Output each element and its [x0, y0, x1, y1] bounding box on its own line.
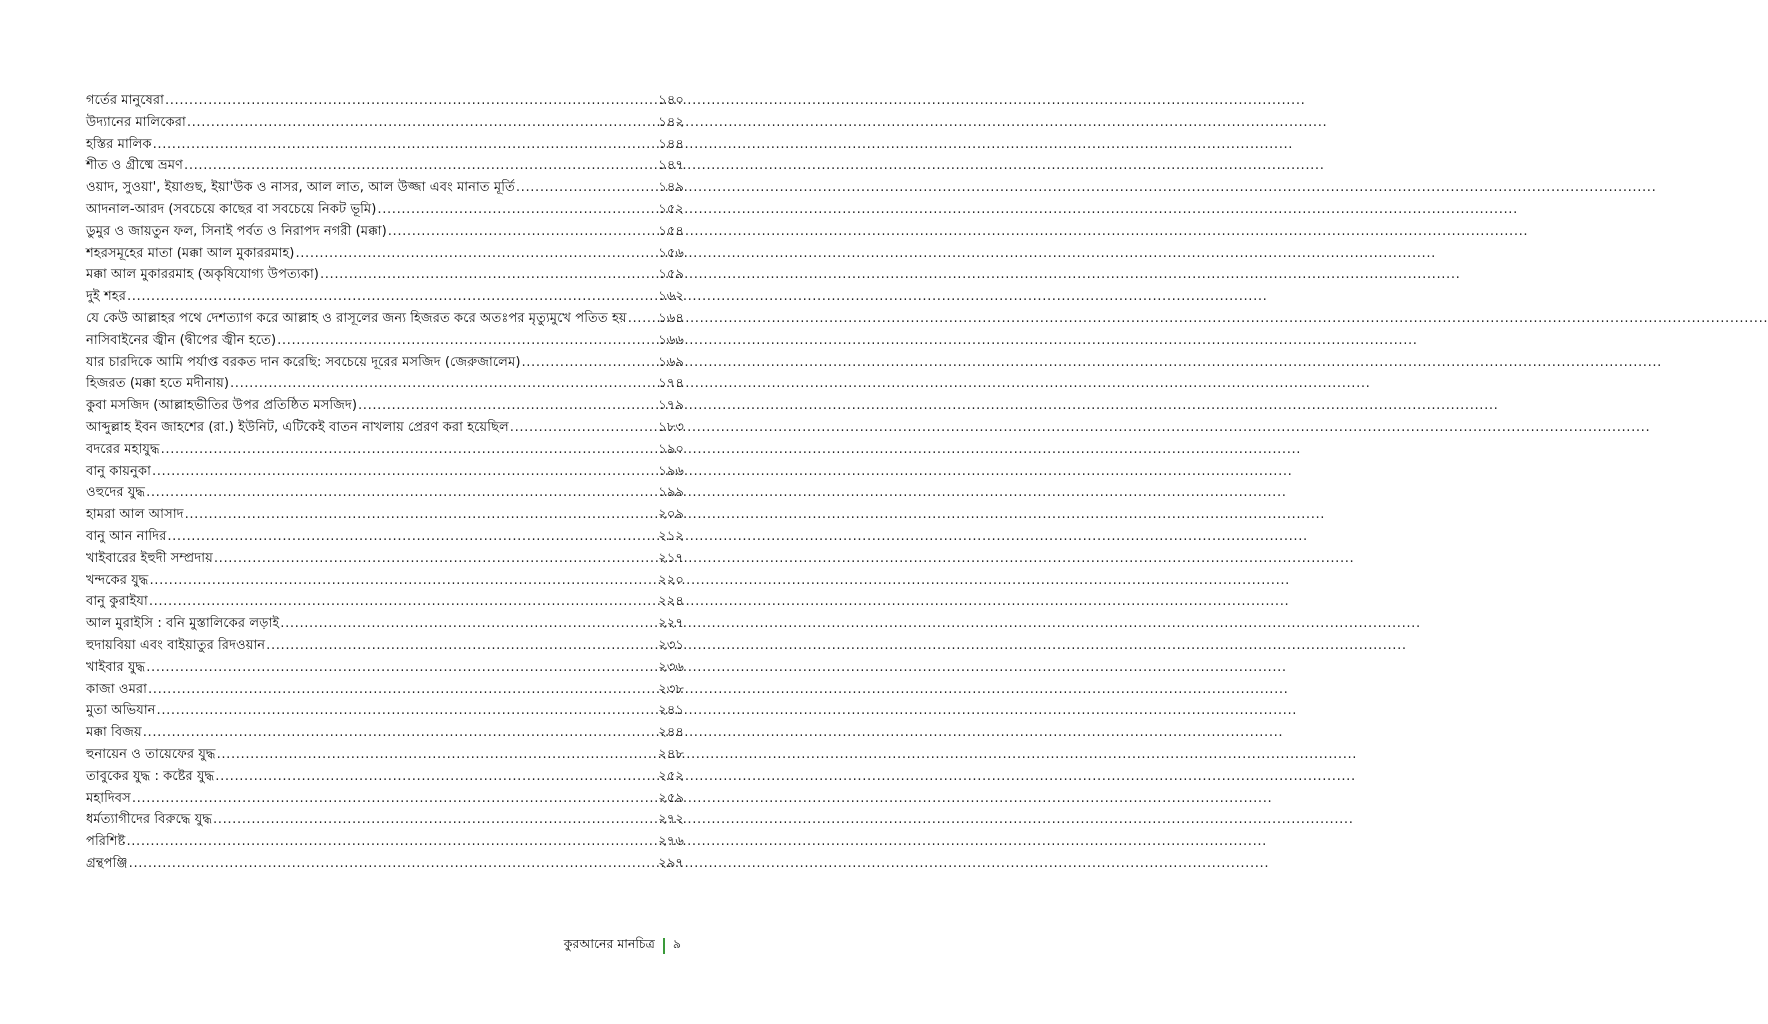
toc-entry[interactable]	[86, 679, 684, 701]
toc-entry[interactable]	[86, 308, 684, 330]
toc-entry-page: ১৬৪	[658, 310, 684, 326]
toc-entry-title: ওহুদের যুদ্ধ	[86, 485, 146, 501]
toc-entry[interactable]	[86, 809, 684, 831]
toc-entry[interactable]	[86, 461, 684, 483]
toc-entry-page: ১৬৬	[658, 332, 684, 348]
toc-entry-title: হিজরত (মক্কা হতে মদীনায়)	[86, 376, 229, 392]
toc-entry-page: ১৬৯	[658, 354, 684, 370]
toc-dot-leader	[213, 809, 657, 831]
toc-dot-leader	[126, 831, 657, 853]
toc-dot-leader	[217, 744, 658, 766]
toc-entry[interactable]	[86, 744, 684, 766]
toc-entry-title: বদরের মহাযুদ্ধ	[86, 441, 160, 457]
toc-entry[interactable]	[86, 330, 684, 352]
toc-entry-title: আদনাল-আরদ (সবচেয়ে কাছের বা সবচেয়ে নিকট ভূমি)	[86, 201, 377, 217]
toc-entry-title: যার চারদিকে আমি পর্যাপ্ত বরকত দান করেছি: সবচেয়ে দূরের মসজিদ (জেরুজালেম)	[86, 354, 521, 370]
toc-entry-title: গর্তের মানুষেরা	[86, 93, 164, 108]
toc-dot-leader	[230, 373, 657, 395]
toc-dot-leader	[146, 482, 657, 504]
toc-entry[interactable]	[86, 352, 684, 374]
toc-entry-title: মক্কা আল মুকাররমাহ (অকৃষিযোগ্য উপত্যকা)	[86, 267, 319, 283]
toc-entry[interactable]	[86, 526, 684, 548]
toc-entry-title: খাইবারের ইহুদী সম্প্রদায়	[86, 550, 213, 566]
toc-entry-title: নাসিবাইনের জ্বীন (দ্বীপের জ্বীন হতে)	[86, 332, 277, 348]
toc-entry[interactable]	[86, 722, 684, 744]
toc-dot-leader	[149, 570, 657, 592]
toc-entry-page: ২৩১	[658, 637, 684, 653]
toc-entry-page: ১৪০	[658, 93, 684, 108]
toc-entry[interactable]	[86, 395, 684, 417]
toc-entry-page: ১৬২	[658, 289, 684, 305]
toc-entry-title: ওয়াদ, সুওয়া', ইয়াগুছ, ইয়া'উক ও নাসর, আল লাত, আল উজ্জা এবং মানাত মূর্তি	[86, 180, 515, 196]
toc-entry-page: ২৪৪	[658, 725, 684, 741]
toc-entry[interactable]	[86, 548, 684, 570]
toc-entry-title: কাজা ওমরা	[86, 681, 147, 697]
toc-dot-leader	[187, 112, 657, 134]
toc-dot-leader	[388, 221, 658, 243]
toc-entry-page: ২১৭	[658, 550, 684, 566]
toc-entry-title: খাইবার যুদ্ধ	[86, 659, 146, 675]
toc-entry-title: খন্দকের যুদ্ধ	[86, 572, 149, 588]
toc-entry-page: ২৩৬	[658, 659, 684, 675]
toc-entry-page: ২১২	[658, 528, 684, 544]
toc-entry-page: ১৯০	[658, 441, 684, 457]
toc-entry[interactable]	[86, 90, 684, 112]
toc-entry-page: ১৪২	[658, 114, 684, 130]
toc-entry[interactable]	[86, 657, 684, 679]
toc-entry-page: ১৫৬	[658, 245, 684, 261]
toc-entry-title: হুদায়বিয়া এবং বাইয়াতুর রিদওয়ান	[86, 637, 266, 653]
toc-entry[interactable]	[86, 199, 684, 221]
toc-entry[interactable]	[86, 134, 684, 156]
toc-dot-leader	[214, 548, 657, 570]
toc-entry-title: উদ্যানের মালিকেরা	[86, 114, 186, 130]
toc-entry-page: ২৩৮	[658, 681, 684, 697]
toc-entry-title: তাবুকের যুদ্ধ : কষ্টের যুদ্ধ	[86, 768, 215, 784]
toc-dot-leader	[161, 439, 658, 461]
toc-entry[interactable]	[86, 243, 684, 265]
toc-dot-leader	[148, 679, 657, 701]
toc-dot-leader	[127, 286, 657, 308]
toc-entry[interactable]	[86, 591, 684, 613]
toc-entry[interactable]	[86, 264, 684, 286]
toc-entry-page: ২৫৯	[658, 790, 684, 806]
toc-entry-title: আল মুরাইসি : বনি মুস্তালিকের লড়াই	[86, 616, 280, 632]
toc-dot-leader	[516, 177, 657, 199]
toc-dot-leader	[266, 635, 657, 657]
toc-dot-leader	[521, 352, 657, 374]
toc-entry-page: ১৪৭	[658, 158, 684, 174]
toc-entry-title: ডুমুর ও জায়তুন ফল, সিনাই পর্বত ও নিরাপদ নগরী (মক্কা)	[86, 223, 387, 239]
toc-entry-page: ১৯৯	[658, 485, 684, 501]
toc-entry[interactable]	[86, 635, 684, 657]
toc-entry-title: মহাদিবস	[86, 790, 131, 806]
toc-entry-page: ১৫৪	[658, 223, 684, 239]
footer-separator	[663, 938, 665, 954]
toc-entry[interactable]	[86, 613, 684, 635]
toc-entry[interactable]	[86, 177, 684, 199]
toc-dot-leader	[167, 526, 657, 548]
toc-dot-leader	[510, 417, 658, 439]
toc-entry-page: ১৪৯	[658, 180, 684, 196]
footer-page-number: ৯	[672, 936, 681, 951]
toc-entry[interactable]	[86, 700, 684, 722]
toc-dot-leader	[320, 264, 657, 286]
toc-entry-title: হামরা আল আসাদ	[86, 507, 184, 523]
toc-dot-leader	[185, 504, 658, 526]
toc-dot-leader	[277, 330, 657, 352]
toc-entry-page: ২৭২	[658, 812, 684, 828]
footer-book-title: কুরআনের মানচিত্র	[563, 936, 655, 951]
toc-entry-page: ১৯৬	[658, 463, 684, 479]
toc-entry[interactable]	[86, 853, 684, 875]
toc-entry-title: বানু আন নাদির	[86, 528, 167, 544]
toc-entry-title: কুবা মসজিদ (আল্লাহভীতির উপর প্রতিষ্ঠিত মসজিদ)	[86, 398, 357, 414]
toc-dot-leader	[157, 700, 658, 722]
toc-dot-leader	[377, 199, 657, 221]
page-footer	[564, 936, 681, 956]
toc-dot-leader	[184, 155, 657, 177]
toc-entry[interactable]	[86, 504, 684, 526]
toc-entry-page: ১৪৪	[658, 136, 684, 152]
table-of-contents	[86, 90, 684, 875]
toc-dot-leader	[165, 90, 657, 112]
toc-entry-page: ১৮৩	[658, 419, 684, 435]
toc-entry[interactable]	[86, 221, 684, 243]
toc-entry-title: বানু কুরাইযা	[86, 594, 148, 610]
toc-dot-leader	[149, 591, 657, 613]
toc-entry-title: হুনায়েন ও তায়েফের যুদ্ধ	[86, 746, 216, 762]
toc-entry[interactable]	[86, 788, 684, 810]
toc-entry-page: ২৯৭	[658, 855, 684, 871]
toc-entry[interactable]	[86, 112, 684, 134]
toc-entry[interactable]	[86, 570, 684, 592]
toc-entry-page: ২২৪	[658, 594, 684, 610]
toc-entry-page: ১৭৪	[658, 376, 684, 392]
toc-entry-title: বানু কায়নুকা	[86, 463, 151, 479]
toc-entry-page: ২৪৮	[658, 746, 684, 762]
toc-entry-title: মুতা অভিযান	[86, 703, 156, 719]
toc-dot-leader	[280, 613, 657, 635]
toc-dot-leader	[628, 308, 658, 330]
toc-entry[interactable]	[86, 766, 684, 788]
toc-entry-title: ধর্মত্যাগীদের বিরুদ্ধে যুদ্ধ	[86, 812, 213, 828]
toc-entry[interactable]	[86, 373, 684, 395]
toc-dot-leader	[129, 853, 658, 875]
toc-entry[interactable]	[86, 417, 684, 439]
toc-dot-leader	[152, 461, 657, 483]
toc-entry[interactable]	[86, 286, 684, 308]
toc-entry-title: শীত ও গ্রীষ্মে ভ্রমণ	[86, 158, 184, 174]
toc-entry-page: ২৭৬	[658, 834, 684, 850]
toc-entry-page: ২২০	[658, 572, 684, 588]
toc-entry[interactable]	[86, 439, 684, 461]
toc-dot-leader	[215, 766, 657, 788]
toc-entry-title: আব্দুল্লাহ ইবন জাহশের (রা.) ইউনিট, এটিকেই বাতন নাখলায় প্রেরণ করা হয়েছিল	[86, 419, 509, 435]
toc-entry-title: পরিশিষ্ট	[86, 834, 126, 850]
toc-dot-leader	[358, 395, 657, 417]
toc-entry[interactable]	[86, 482, 684, 504]
toc-dot-leader	[295, 243, 657, 265]
toc-entry-title: শহরসমূহের মাতা (মক্কা আল মুকাররমাহ)	[86, 245, 295, 261]
toc-entry[interactable]	[86, 155, 684, 177]
toc-entry-title: হস্তির মালিক	[86, 136, 152, 152]
toc-entry-page: ১৫২	[658, 201, 684, 217]
toc-entry-title: মক্কা বিজয়	[86, 725, 142, 741]
toc-dot-leader	[143, 722, 658, 744]
toc-entry-title: যে কেউ আল্লাহর পথে দেশত্যাগ করে আল্লাহ ও রাসূলের জন্য হিজরত করে অতঃপর মৃত্যুমুখে পতিত হয়	[86, 310, 627, 326]
toc-dot-leader	[132, 788, 657, 810]
toc-entry-page: ১৫৯	[658, 267, 684, 283]
toc-entry-title: দুই শহর	[86, 289, 126, 305]
toc-entry-page: ২৪১	[658, 703, 684, 719]
toc-entry-page: ২২৭	[658, 616, 684, 632]
toc-entry-page: ২০৯	[658, 507, 684, 523]
toc-entry-page: ২৫২	[658, 768, 684, 784]
toc-entry-page: ১৭৯	[658, 398, 684, 414]
toc-dot-leader	[146, 657, 657, 679]
toc-entry-title: গ্রন্থপঞ্জি	[86, 855, 128, 871]
toc-entry[interactable]	[86, 831, 684, 853]
toc-dot-leader	[153, 134, 658, 156]
